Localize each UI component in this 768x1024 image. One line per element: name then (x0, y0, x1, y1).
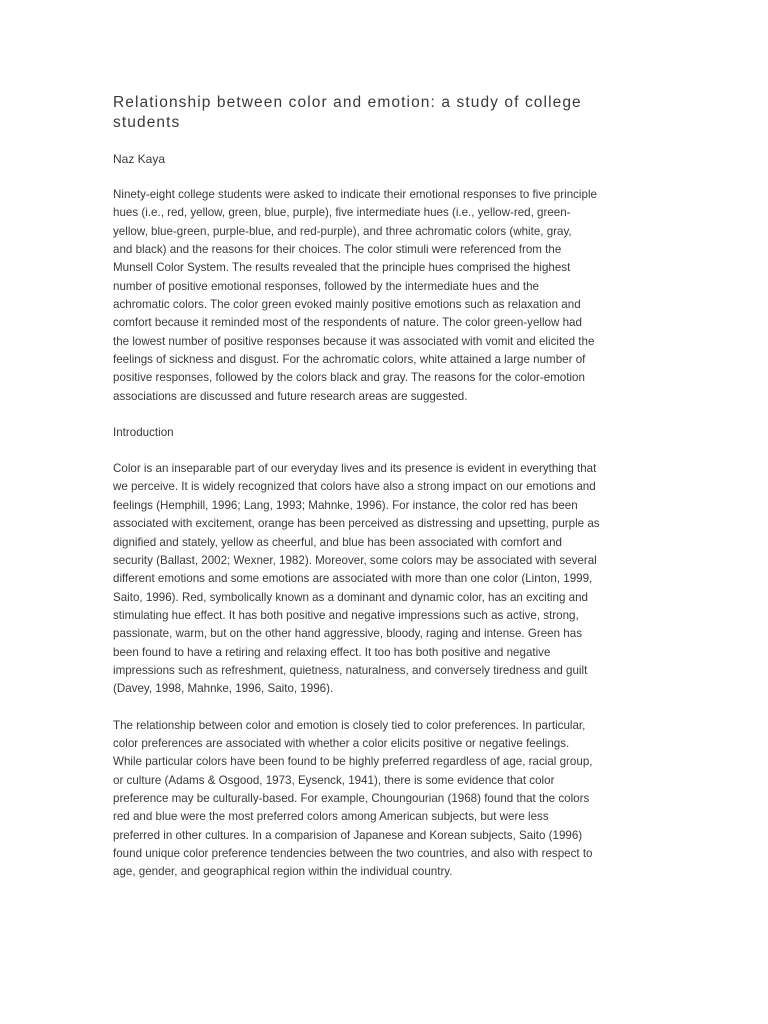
document-title: Relationship between color and emotion: a study of college students (113, 94, 582, 131)
text-line: and black) and the reasons for their choices. The color stimuli were referenced from the (113, 243, 562, 257)
text-line: red and blue were the most preferred colors among American subjects, but were less (113, 810, 549, 824)
text-line: been found to have a retiring and relaxing effect. It too has both positive and negative (113, 645, 551, 659)
text-line: associated with excitement, orange has been perceived as distressing and upsetting, purple as (113, 517, 600, 531)
text-line: security (Ballast, 2002; Wexner, 1982). Moreover, some colors may be associated with several (113, 553, 597, 567)
author-name: Naz Kaya (113, 152, 166, 166)
text-line: Ninety-eight college students were asked to indicate their emotional responses to five principle (113, 188, 597, 201)
text-line: Saito, 1996). Red, symbolically known as a dominant and dynamic color, has an exciting and (113, 590, 588, 604)
intro-paragraph-1 (113, 460, 653, 698)
abstract-paragraph (113, 186, 653, 406)
text-line: impressions such as refreshment, quietness, naturalness, and conversely tiredness and guilt (113, 663, 588, 677)
text-line: preference may be culturally-based. For example, Choungourian (1968) found that the colors (113, 791, 590, 805)
text-line: different emotions and some emotions are associated with more than one color (Linton, 1999, (113, 572, 593, 586)
text-line: stimulating hue effect. It has both positive and negative impressions such as active, strong, (113, 608, 579, 622)
text-line: positive responses, followed by the colors black and gray. The reasons for the color-emotion (113, 371, 585, 385)
text-line: feelings of sickness and disgust. For the achromatic colors, white attained a large number of (113, 353, 586, 367)
text-line: achromatic colors. The color green evoked mainly positive emotions such as relaxation and (113, 298, 581, 312)
text-line: associations are discussed and future research areas are suggested. (113, 389, 468, 403)
section-heading-introduction: Introduction (113, 426, 174, 440)
text-line: we perceive. It is widely recognized that colors have also a strong impact on our emotions and (113, 480, 596, 494)
text-line: passionate, warm, but on the other hand aggressive, bloody, raging and intense. Green has (113, 627, 582, 641)
text-line: number of positive emotional responses, followed by the intermediate hues and the (113, 279, 540, 293)
text-line: (Davey, 1998, Mahnke, 1996, Saito, 1996). (113, 682, 334, 696)
text-line: yellow, blue-green, purple-blue, and red-purple), and three achromatic colors (white, gray, (113, 224, 572, 238)
text-line: color preferences are associated with whether a color elicits positive or negative feelings. (113, 736, 570, 750)
text-line: preferred in other cultures. In a comparision of Japanese and Korean subjects, Saito (1996) (113, 828, 583, 842)
text-line: or culture (Adams & Osgood, 1973, Eysenck, 1941), there is some evidence that color (113, 773, 555, 787)
text-line: dignified and stately, yellow as cheerful, and blue has been associated with comfort and (113, 535, 562, 549)
text-line: age, gender, and geographical region within the individual country. (113, 865, 453, 879)
text-line: found unique color preference tendencies between the two countries, and also with respect to (113, 847, 593, 860)
text-line: the lowest number of positive responses because it was associated with vomit and elicited the (113, 334, 595, 348)
text-line: hues (i.e., red, yellow, green, blue, purple), five intermediate hues (i.e., yellow-red, green- (113, 206, 571, 220)
text-line: Color is an inseparable part of our everyday lives and its presence is evident in everything that (113, 462, 597, 476)
text-line: Munsell Color System. The results revealed that the principle hues comprised the highest (113, 261, 571, 275)
text-line: While particular colors have been found to be highly preferred regardless of age, racial group, (113, 755, 593, 769)
intro-paragraph-2 (113, 717, 653, 882)
text-line: feelings (Hemphill, 1996; Lang, 1993; Mahnke, 1996). For instance, the color red has been (113, 498, 578, 512)
text-line: comfort because it reminded most of the respondents of nature. The color green-yellow had (113, 316, 582, 330)
document-page (113, 93, 653, 900)
text-line: The relationship between color and emotion is closely tied to color preferences. In particular, (113, 718, 586, 732)
